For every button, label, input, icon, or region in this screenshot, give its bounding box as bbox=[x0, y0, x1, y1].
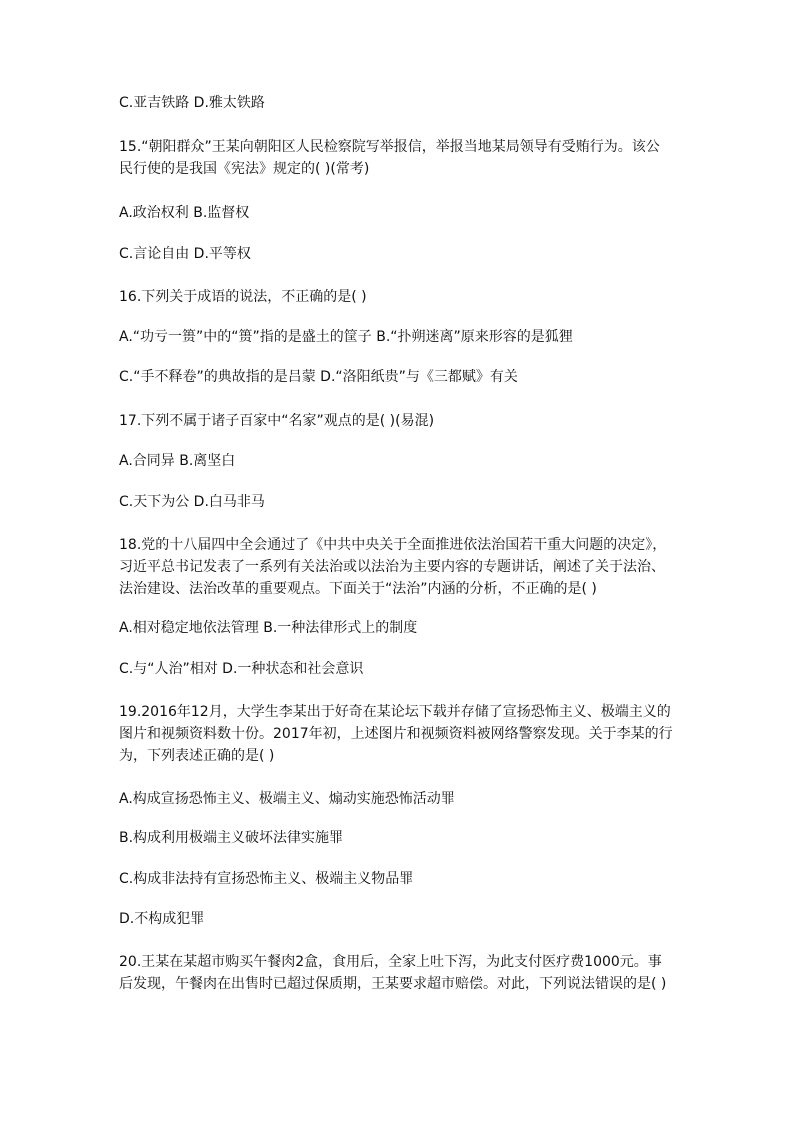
text-line: C.与“人治”相对 D.一种状态和社会意识 bbox=[119, 661, 364, 677]
text-line: C.言论自由 D.平等权 bbox=[119, 246, 251, 262]
text-line: D.不构成犯罪 bbox=[119, 911, 205, 927]
text-line: C.亚吉铁路 D.雅太铁路 bbox=[119, 95, 265, 111]
text-line: 图片和视频资料数十份。2017年初，上述图片和视频资料被网络警察发现。关于李某的行 bbox=[119, 726, 673, 742]
option-line-18-cd bbox=[119, 658, 699, 680]
text-line: 19.2016年12月，大学生李某出于好奇在某论坛下载并存储了宣扬恐怖主义、极端主义的 bbox=[119, 704, 671, 720]
text-line: 为，下列表述正确的是( ) bbox=[119, 748, 275, 764]
question-16 bbox=[119, 286, 699, 308]
question-17 bbox=[119, 410, 699, 432]
question-19 bbox=[119, 701, 699, 767]
text-line: 18.党的十八届四中全会通过了《中共中央关于全面推进依法治国若干重大问题的决定》， bbox=[119, 537, 667, 553]
text-line: 16.下列关于成语的说法，不正确的是( ) bbox=[119, 289, 367, 305]
text-line: B.构成利用极端主义破坏法律实施罪 bbox=[119, 830, 344, 846]
question-15 bbox=[119, 136, 699, 180]
text-line: C.“手不释卷”的典故指的是吕蒙 D.“洛阳纸贵”与《三都赋》有关 bbox=[119, 369, 518, 385]
text-line: A.“功亏一篑”中的“篑”指的是盛土的筐子 B.“扑朔迷离”原来形容的是狐狸 bbox=[119, 329, 573, 345]
text-line: 15.“朝阳群众”王某向朝阳区人民检察院写举报信，举报当地某局领导有受贿行为。该公 bbox=[119, 139, 660, 155]
option-line-17-cd bbox=[119, 491, 699, 513]
option-19-c bbox=[119, 868, 699, 890]
text-line: C.天下为公 D.白马非马 bbox=[119, 494, 265, 510]
text-line: 法治建设、法治改革的重要观点。下面关于“法治”内涵的分析，不正确的是( ) bbox=[119, 581, 597, 597]
text-line: A.合同异 B.离坚白 bbox=[119, 453, 236, 469]
text-line: 17.下列不属于诸子百家中“名家”观点的是( )(易混) bbox=[119, 413, 435, 429]
option-19-b bbox=[119, 827, 699, 849]
text-line: 习近平总书记发表了一系列有关法治或以法治为主要内容的专题讲话，阐述了关于法治、 bbox=[119, 559, 665, 575]
text-line: 民行使的是我国《宪法》规定的( )(常考) bbox=[119, 161, 370, 177]
option-19-a bbox=[119, 788, 699, 810]
text-line: 后发现，午餐肉在出售时已超过保质期，王某要求超市赔偿。对此，下列说法错误的是( ) bbox=[119, 976, 667, 992]
text-line: C.构成非法持有宣扬恐怖主义、极端主义物品罪 bbox=[119, 871, 414, 887]
question-20 bbox=[119, 951, 699, 995]
option-line-17-ab bbox=[119, 450, 699, 472]
option-line-14-cd bbox=[119, 92, 699, 114]
option-line-15-ab bbox=[119, 202, 699, 224]
text-line: A.政治权利 B.监督权 bbox=[119, 205, 250, 221]
option-line-16-ab bbox=[119, 326, 699, 348]
question-18 bbox=[119, 534, 699, 600]
option-line-15-cd bbox=[119, 243, 699, 265]
option-19-d bbox=[119, 908, 699, 930]
text-line: 20.王某在某超市购买午餐肉2盒，食用后，全家上吐下泻，为此支付医疗费1000元。事 bbox=[119, 954, 662, 970]
option-line-18-ab bbox=[119, 617, 699, 639]
option-line-16-cd bbox=[119, 366, 699, 388]
text-line: A.构成宣扬恐怖主义、极端主义、煽动实施恐怖活动罪 bbox=[119, 791, 455, 807]
text-line: A.相对稳定地依法管理 B.一种法律形式上的制度 bbox=[119, 620, 418, 636]
